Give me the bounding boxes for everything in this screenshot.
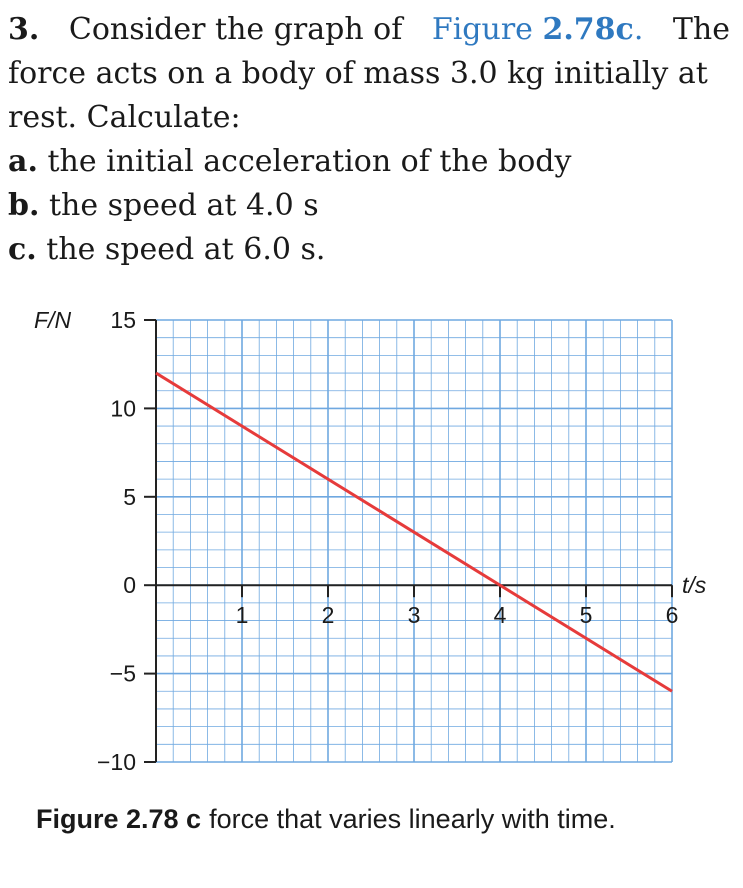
figure-link-period: . [633, 12, 644, 47]
y-axis-label: F/N [34, 307, 72, 333]
figure-caption [36, 804, 616, 835]
y-tick-label: 0 [123, 572, 136, 599]
force-time-graph [0, 296, 743, 796]
x-tick-label: 1 [235, 602, 249, 629]
problem-line-1 [8, 8, 730, 52]
y-tick-label: 5 [123, 483, 136, 510]
part-b-text: the speed at 4.0 s [48, 188, 319, 223]
caption-label: Figure 2.78 c [36, 804, 202, 834]
part-a [8, 140, 730, 184]
x-axis-label: t/s [682, 572, 707, 599]
x-tick-label: 4 [493, 602, 507, 629]
part-b-label: b. [8, 188, 40, 223]
part-c-label: c. [8, 232, 37, 267]
x-tick-label: 3 [407, 602, 421, 629]
part-a-text: the initial acceleration of the body [47, 144, 572, 179]
problem-number: 3. [8, 12, 40, 47]
part-c-text: the speed at 6.0 s. [46, 232, 326, 267]
caption-text: force that varies linearly with time. [209, 804, 616, 834]
problem-intro-end: The [672, 12, 730, 47]
figure-link-word: Figure [431, 12, 533, 47]
part-a-label: a. [8, 144, 38, 179]
x-tick-label: 6 [665, 602, 679, 629]
y-tick-label: −10 [96, 749, 136, 775]
figure-link[interactable] [432, 8, 643, 52]
problem-intro: Consider the graph of [68, 12, 403, 47]
x-tick-label: 2 [321, 602, 335, 629]
y-tick-label: −5 [109, 660, 136, 687]
problem-line-3: rest. Calculate: [8, 100, 241, 135]
part-b [8, 184, 730, 228]
x-tick-label: 5 [579, 602, 593, 629]
problem-text [8, 8, 730, 272]
part-c [8, 228, 730, 272]
y-tick-label: 10 [110, 395, 136, 422]
y-tick-label: 15 [110, 307, 136, 333]
problem-line-2: force acts on a body of mass 3.0 kg initially at [8, 56, 708, 91]
figure-link-ref: 2.78c [542, 12, 634, 47]
